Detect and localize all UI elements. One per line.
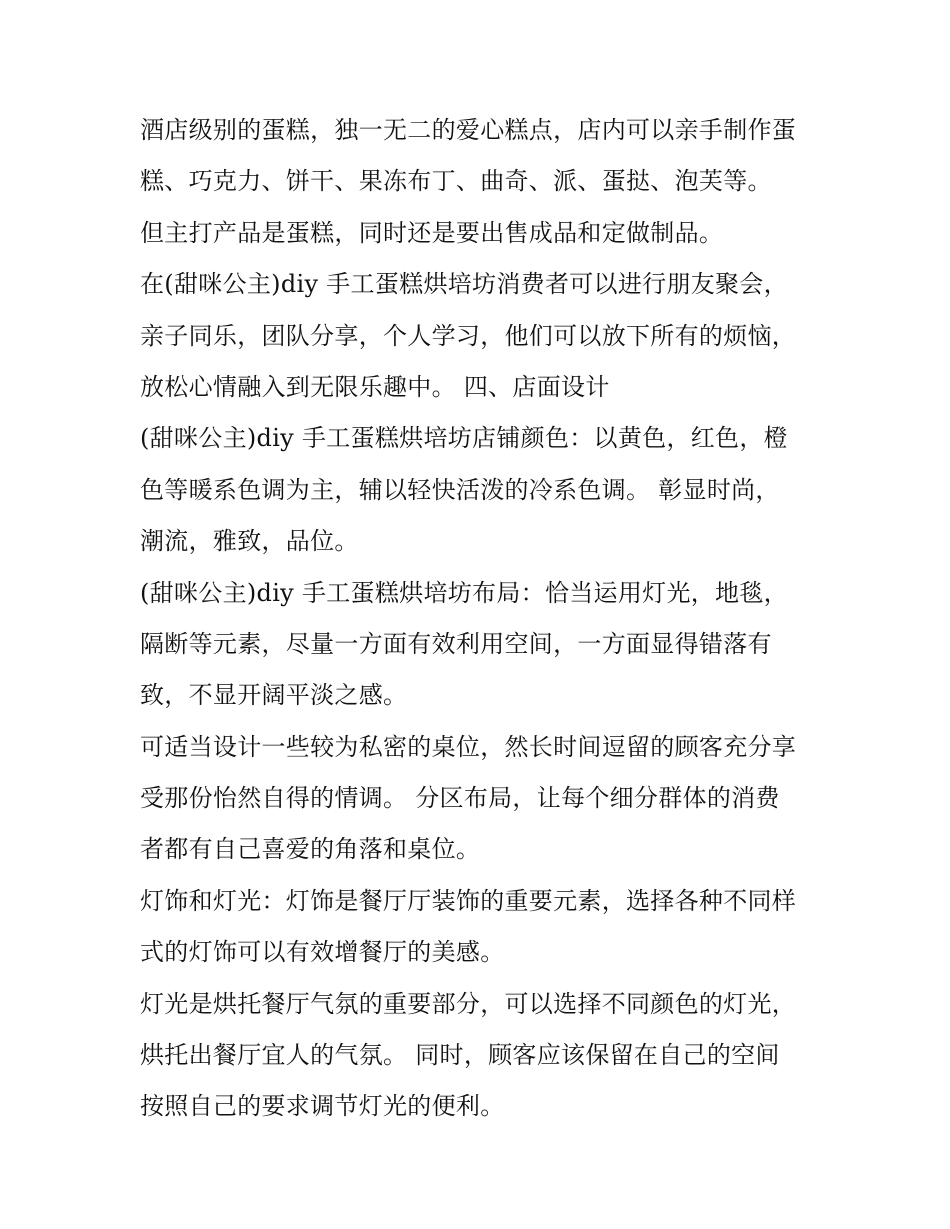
text-line: 酒店级别的蛋糕，独一无二的爱心糕点，店内可以亲手制作蛋	[140, 116, 797, 144]
text-line: 潮流，雅致，品位。	[140, 527, 359, 556]
text-line: 致，不显开阔平淡之感。	[140, 681, 408, 710]
body-text	[140, 110, 830, 1138]
text-line: 亲子同乐，团队分享，个人学习，他们可以放下所有的烦恼，	[140, 321, 797, 350]
text-line: 但主打产品是蛋糕，同时还是要出售成品和定做制品。	[140, 218, 724, 247]
text-line: 者都有自己喜爱的角落和桌位。	[140, 835, 481, 864]
text-line: 受那份怡然自得的情调。 分区布局，让每个细分群体的消费	[140, 784, 780, 813]
text-line: 隔断等元素，尽量一方面有效利用空间，一方面显得错落有	[140, 629, 772, 658]
text-line: 灯饰和灯光：灯饰是餐厅厅装饰的重要元素，选择各种不同样	[140, 886, 797, 915]
text-line: 式的灯饰可以有效增餐厅的美感。	[140, 938, 505, 967]
text-line: 在(甜咪公主)diy 手工蛋糕烘培坊消费者可以进行朋友聚会，	[140, 270, 788, 299]
text-line: (甜咪公主)diy 手工蛋糕烘培坊布局：恰当运用灯光，地毯，	[140, 578, 788, 607]
text-line: 烘托出餐厅宜人的气氛。 同时，顾客应该保留在自己的空间	[140, 1041, 780, 1070]
text-line: 可适当设计一些较为私密的桌位，然长时间逗留的顾客充分享	[140, 732, 797, 761]
text-line: 按照自己的要求调节灯光的便利。	[140, 1092, 505, 1121]
text-line: 糕、巧克力、饼干、果冻布丁、曲奇、派、蛋挞、泡芙等。	[140, 167, 772, 196]
text-line: 放松心情融入到无限乐趣中。 四、店面设计	[140, 372, 610, 401]
text-line: 灯光是烘托餐厅气氛的重要部分，可以选择不同颜色的灯光，	[140, 989, 797, 1018]
text-line: (甜咪公主)diy 手工蛋糕烘培坊店铺颜色：以黄色，红色，橙	[140, 424, 788, 453]
text-line: 色等暖系色调为主，辅以轻快活泼的冷系色调。 彰显时尚，	[140, 475, 780, 504]
